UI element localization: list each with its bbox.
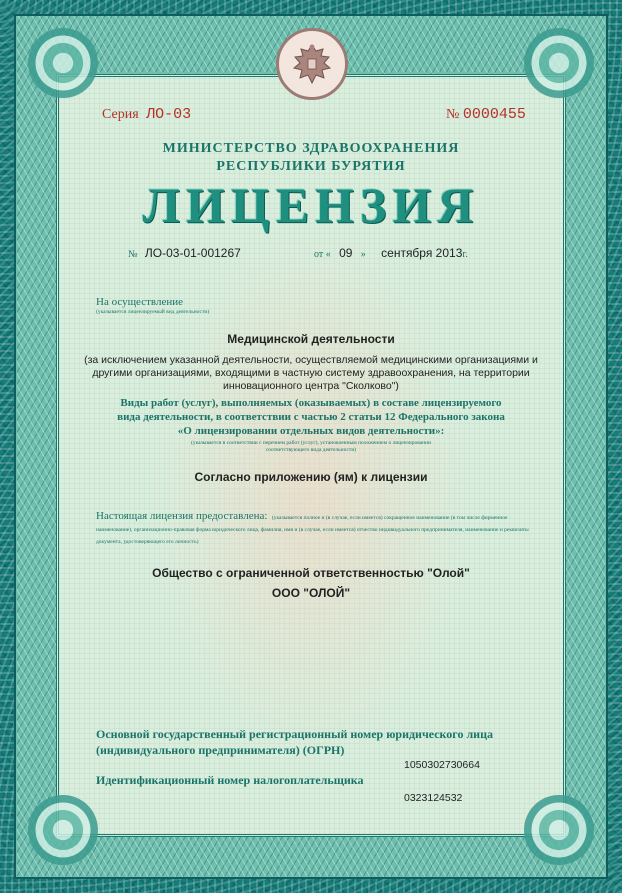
license-day: 09 <box>339 246 353 260</box>
works-line-1: Виды работ (услуг), выполняемых (оказываемых) в составе лицензируемого <box>120 397 502 409</box>
ogrn-label <box>96 726 493 758</box>
works-hint-2: соответствующего вида деятельности) <box>265 447 357 453</box>
ogrn-label-2: (индивидуального предпринимателя) (ОГРН) <box>96 743 345 757</box>
number-row <box>446 106 526 123</box>
ogrn-value: 1050302730664 <box>404 759 480 771</box>
works-line-3: «О лицензировании отдельных видов деятельности»: <box>177 425 445 437</box>
license-number-row <box>128 246 241 260</box>
license-date-row <box>314 246 468 260</box>
license-year-suffix: г. <box>462 249 468 260</box>
ogrn-label-1: Основной государственный регистрационный номер юридического лица <box>96 727 494 741</box>
grantee-full-name: Общество с ограниченной ответственностью "Олой" <box>152 566 470 580</box>
series-value: ЛО-03 <box>146 106 192 123</box>
series-label: Серия <box>102 107 139 122</box>
grantee-label: Настоящая лицензия предоставлена: <box>96 510 268 522</box>
grantee-block <box>96 510 542 546</box>
license-num-label: № <box>128 249 138 260</box>
grantee-hint: (указывается полное и (в случае, если имеется) сокращенное наименование (в том числе фирменное наименование), организационно-правовая форма юридического лица, фамилия, имя и (в случае, если имеется) отчество индивидуального предпринимателя, наименование и реквизиты документа, удостоверяющего его личность) <box>96 515 529 545</box>
page-title: ЛИЦЕНЗИЯ <box>142 177 480 233</box>
number-label: № <box>446 107 460 122</box>
series-row <box>102 106 191 123</box>
grantee-short-name: ООО "ОЛОЙ" <box>271 586 351 600</box>
ministry-line-1: МИНИСТЕРСТВО ЗДРАВООХРАНЕНИЯ <box>162 141 460 156</box>
license-month-year: сентября 2013 <box>381 246 463 260</box>
number-value: 0000455 <box>462 106 526 123</box>
issuing-authority <box>100 140 522 176</box>
inn-value: 0323124532 <box>404 792 463 804</box>
coat-of-arms-icon <box>276 28 348 100</box>
activity-value: Медицинской деятельности <box>227 332 395 346</box>
activity-hint: (указывается лицензируемый вид деятельности) <box>96 309 210 315</box>
works-hint <box>100 440 522 454</box>
inn-label: Идентификационный номер налогоплательщика <box>96 773 364 787</box>
activity-label: На осуществление <box>96 296 183 308</box>
license-from-label: от « <box>314 249 331 260</box>
ministry-line-2: РЕСПУБЛИКИ БУРЯТИЯ <box>216 159 406 174</box>
activity-exclusion: (за исключением указанной деятельности, осуществляемой медицинскими организациями и другими организациями, входящими в частную систему здравоохранения, на территории инновационного центра "Сколково") <box>84 354 538 392</box>
license-num: ЛО-03-01-001267 <box>144 246 241 260</box>
works-value: Согласно приложению (ям) к лицензии <box>194 470 428 484</box>
corner-ornament-top-left <box>28 28 98 98</box>
works-line-2: вида деятельности, в соответствии с частью 2 статьи 12 Федерального закона <box>117 411 505 423</box>
works-heading <box>90 396 532 438</box>
corner-ornament-bottom-left <box>28 795 98 865</box>
corner-ornament-top-right <box>524 28 594 98</box>
corner-ornament-bottom-right <box>524 795 594 865</box>
license-close-quote: » <box>360 249 366 260</box>
works-hint-1: (указывается в соответствии с перечнем работ (услуг), установленным положением о лицензировании <box>190 440 431 446</box>
